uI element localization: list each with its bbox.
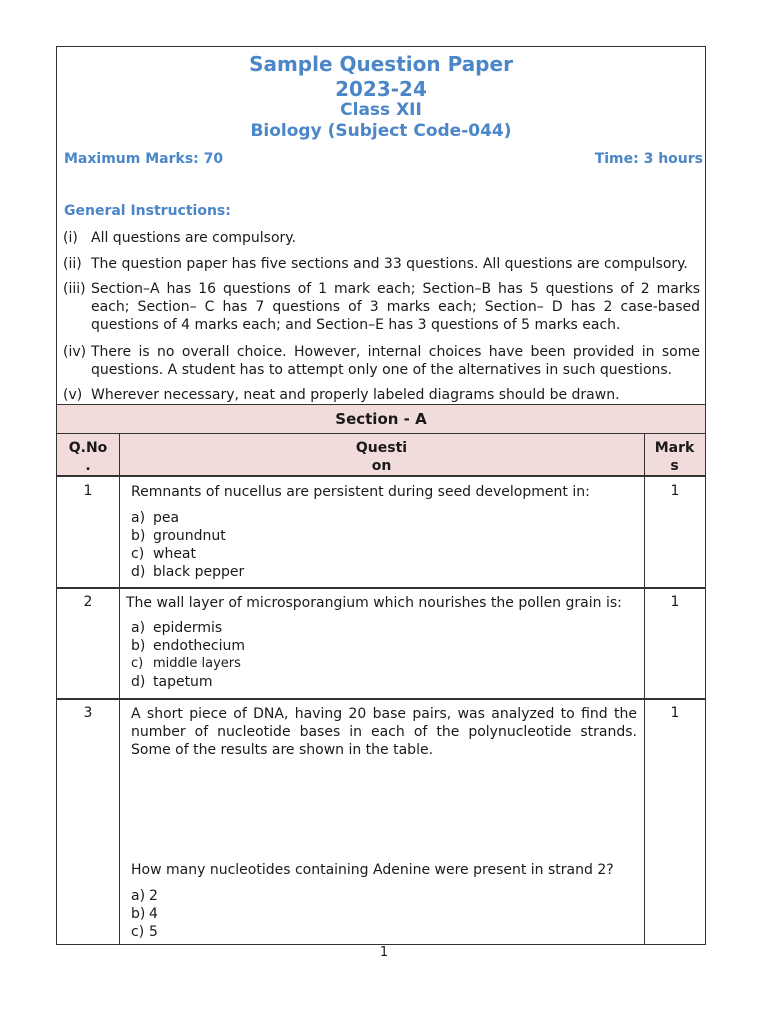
option-text: epidermis — [153, 620, 223, 636]
option-letter: c) — [131, 656, 144, 671]
col-header-question — [119, 434, 644, 477]
option-letter: b) — [131, 906, 146, 922]
option — [131, 563, 244, 581]
instruction-text: Wherever necessary, neat and properly labeled diagrams should be drawn. — [91, 387, 620, 403]
option-text: 2 — [149, 888, 158, 904]
instructions-heading: General Instructions: — [64, 203, 231, 219]
option — [131, 527, 226, 545]
instruction-text: There is no overall choice. However, internal choices have been provided in some questions. A student has to attempt only one of the alternatives in such questions. — [91, 344, 700, 378]
option-text: pea — [153, 510, 180, 526]
col-header-marks-line2: s — [670, 458, 679, 474]
instruction-text: The question paper has five sections and 33 questions. All questions are compulsory. — [91, 256, 688, 272]
option-letter: d) — [131, 674, 146, 690]
instruction-text: Section–A has 16 questions of 1 mark each; Section–B has 5 questions of 2 marks each; Section– C has 7 questions of 3 marks each; Section– D has 2 case-based questions of 4 marks each; and Section–E has 3 questions of 5 marks each. — [91, 281, 700, 333]
option-letter: a) — [131, 620, 146, 636]
option — [131, 673, 213, 691]
option-text: black pepper — [153, 564, 245, 580]
option-text: tapetum — [153, 674, 213, 690]
instruction-item — [63, 386, 700, 404]
option-text: 5 — [149, 924, 158, 940]
section-a-title: Section - A — [57, 404, 705, 434]
option — [131, 637, 245, 655]
instruction-text: All questions are compulsory. — [91, 230, 297, 246]
time-allowed: Time: 3 hours — [594, 151, 703, 167]
col-header-qno — [57, 434, 119, 477]
option-letter: b) — [131, 528, 146, 544]
instruction-number: (iii) — [63, 281, 86, 297]
option-letter: c) — [131, 546, 145, 562]
option-text: endothecium — [153, 638, 246, 654]
col-header-qno-line1: Q.No — [68, 440, 108, 456]
question-text: Remnants of nucellus are persistent during seed development in: — [131, 484, 590, 500]
option — [131, 887, 158, 905]
instruction-number: (iv) — [63, 344, 87, 360]
paper-subject: Biology (Subject Code-044) — [250, 121, 512, 141]
instruction-number: (v) — [63, 387, 83, 403]
max-marks: Maximum Marks: 70 — [64, 151, 224, 167]
question-marks: 1 — [670, 483, 680, 499]
instruction-number: (i) — [63, 230, 78, 246]
option-letter: a) — [131, 888, 146, 904]
paper-class: Class XII — [340, 100, 422, 120]
option — [131, 655, 241, 673]
option — [131, 619, 222, 637]
col-header-marks — [644, 434, 705, 477]
instruction-item — [63, 280, 700, 334]
option-letter: a) — [131, 510, 146, 526]
col-header-question-line1: Questi — [355, 440, 408, 456]
option-letter: d) — [131, 564, 146, 580]
option — [131, 509, 179, 527]
question-number: 2 — [83, 594, 93, 610]
paper-title: Sample Question Paper — [249, 52, 513, 76]
question-marks: 1 — [670, 594, 680, 610]
question-number: 1 — [83, 483, 93, 499]
option-text: wheat — [153, 546, 197, 562]
option-text: 4 — [149, 906, 158, 922]
instruction-item — [63, 255, 700, 273]
question-paper-frame — [56, 46, 706, 945]
row-divider — [57, 587, 705, 589]
col-header-qno-line2: . — [85, 458, 91, 474]
option-text: middle layers — [153, 656, 241, 671]
question-text: The wall layer of microsporangium which nourishes the pollen grain is: — [126, 595, 622, 611]
col-header-question-line2: on — [371, 458, 392, 474]
instruction-item — [63, 229, 700, 247]
paper-year: 2023-24 — [335, 77, 427, 101]
col-header-marks-line1: Mark — [654, 440, 695, 456]
option — [131, 923, 158, 941]
option — [131, 545, 196, 563]
option-text: groundnut — [153, 528, 226, 544]
option — [131, 905, 158, 923]
row-divider — [57, 698, 705, 700]
instruction-item — [63, 343, 700, 379]
option-letter: b) — [131, 638, 146, 654]
question-marks: 1 — [670, 705, 680, 721]
page-number: 1 — [379, 945, 389, 960]
column-divider — [644, 434, 645, 945]
option-letter: c) — [131, 924, 145, 940]
question-text: A short piece of DNA, having 20 base pairs, was analyzed to find the number of nucleotide bases in each of the polynucleotide strands. Some of the results are shown in the table. — [131, 706, 637, 758]
instruction-number: (ii) — [63, 256, 82, 272]
column-divider — [119, 434, 120, 945]
question-subtext: How many nucleotides containing Adenine were present in strand 2? — [131, 862, 614, 878]
question-number: 3 — [83, 705, 93, 721]
